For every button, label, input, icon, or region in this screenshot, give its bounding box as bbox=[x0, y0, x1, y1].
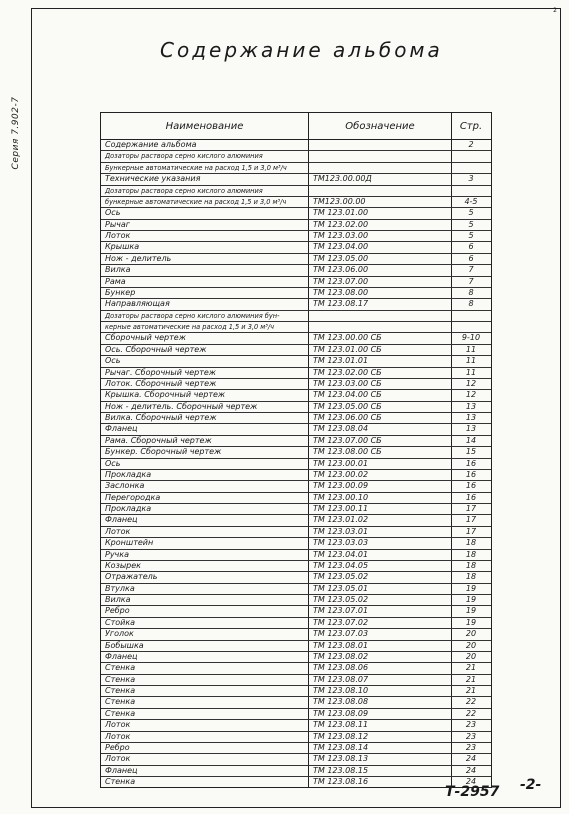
row-page: 11 bbox=[465, 367, 477, 377]
row-name: Фланец bbox=[101, 766, 309, 776]
table-row bbox=[101, 436, 491, 447]
row-name: Фланец bbox=[101, 424, 309, 434]
table-row bbox=[101, 584, 491, 595]
table-row bbox=[101, 311, 491, 322]
row-name: Ось. Сборочный чертеж bbox=[101, 345, 309, 355]
row-page: 17 bbox=[465, 515, 477, 525]
row-name: Вилка bbox=[101, 595, 309, 605]
table-row bbox=[101, 242, 491, 253]
table-row bbox=[101, 720, 491, 731]
row-page: 3 bbox=[468, 174, 474, 184]
row-name: Рычаг. Сборочный чертеж bbox=[101, 368, 309, 378]
row-code: ТМ 123.05.01 bbox=[309, 584, 452, 594]
table-body bbox=[101, 140, 491, 787]
row-name: Дозаторы раствора серно кислого алюминия bbox=[101, 186, 309, 196]
row-name: Ребро bbox=[101, 743, 309, 753]
row-name: Вилка. Сборочный чертеж bbox=[101, 413, 309, 423]
row-code: ТМ 123.08.04 bbox=[309, 424, 452, 434]
row-name: Нож - делитель. Сборочный чертеж bbox=[101, 402, 309, 412]
row-page: 20 bbox=[465, 640, 477, 650]
row-name: Бункер. Сборочный чертеж bbox=[101, 447, 309, 457]
table-row bbox=[101, 220, 491, 231]
row-name: Лоток bbox=[101, 732, 309, 742]
row-page: 17 bbox=[465, 504, 477, 513]
row-page bbox=[452, 186, 490, 196]
row-code bbox=[309, 311, 452, 321]
row-page: 12 bbox=[465, 390, 477, 400]
row-code: ТМ 123.07.00 СБ bbox=[309, 436, 452, 446]
table-row bbox=[101, 538, 491, 549]
row-page: 4-5 bbox=[464, 196, 478, 206]
row-code: ТМ 123.08.07 bbox=[309, 675, 452, 685]
row-name: Стенка bbox=[101, 777, 309, 787]
row-code: ТМ 123.08.12 bbox=[309, 732, 452, 742]
table-row bbox=[101, 288, 491, 299]
row-name: Вилка bbox=[101, 265, 309, 275]
row-code: ТМ 123.07.00 bbox=[309, 277, 452, 287]
row-page: 19 bbox=[465, 617, 477, 627]
table-row bbox=[101, 766, 491, 777]
table-row bbox=[101, 424, 491, 435]
row-page bbox=[452, 151, 490, 161]
table-row bbox=[101, 550, 491, 561]
table-row bbox=[101, 197, 491, 208]
row-page: 24 bbox=[465, 754, 477, 764]
table-row bbox=[101, 299, 491, 310]
row-page: 6 bbox=[468, 253, 474, 263]
row-page: 18 bbox=[465, 560, 477, 570]
row-name: Нож - делитель bbox=[101, 254, 309, 264]
row-page: 19 bbox=[465, 583, 477, 593]
row-page: 9-10 bbox=[461, 333, 481, 343]
row-code: ТМ 123.03.03 bbox=[309, 538, 452, 548]
table-row bbox=[101, 663, 491, 674]
row-code: ТМ 123.05.02 bbox=[309, 595, 452, 605]
table-row bbox=[101, 561, 491, 572]
table-row bbox=[101, 606, 491, 617]
table-row bbox=[101, 732, 491, 743]
row-code: ТМ 123.08.10 bbox=[309, 686, 452, 696]
row-page: 13 bbox=[465, 413, 477, 422]
row-page: 6 bbox=[468, 242, 474, 252]
row-code: ТМ 123.08.01 bbox=[309, 641, 452, 651]
table-row bbox=[101, 697, 491, 708]
row-code: ТМ 123.03.00 СБ bbox=[309, 379, 452, 389]
row-name: Дозаторы раствора серно кислого алюминия bbox=[101, 151, 309, 161]
row-name: Рама. Сборочный чертеж bbox=[101, 436, 309, 446]
table-row bbox=[101, 481, 491, 492]
row-page: 16 bbox=[465, 469, 477, 479]
row-page: 12 bbox=[465, 378, 477, 388]
row-page: 5 bbox=[468, 231, 474, 240]
row-name: Лоток bbox=[101, 754, 309, 764]
row-code bbox=[309, 163, 452, 173]
table-row bbox=[101, 641, 491, 652]
table-header bbox=[101, 113, 491, 140]
row-code: ТМ 123.08.09 bbox=[309, 709, 452, 719]
row-code: ТМ 123.00.11 bbox=[309, 504, 452, 514]
table-row bbox=[101, 186, 491, 197]
row-name: Технические указания bbox=[101, 174, 309, 184]
row-name: керные автоматические на расход 1,5 и 3,0 м³/ч bbox=[101, 322, 309, 332]
table-row bbox=[101, 345, 491, 356]
row-code: ТМ 123.00.01 bbox=[309, 459, 452, 469]
row-name: Стенка bbox=[101, 709, 309, 719]
document-stamp: Т-2957 bbox=[445, 784, 500, 800]
row-page: 17 bbox=[465, 526, 477, 536]
row-page: 18 bbox=[465, 572, 477, 582]
row-code bbox=[309, 322, 452, 332]
row-code bbox=[309, 140, 452, 150]
row-page: 22 bbox=[465, 708, 477, 718]
row-code: ТМ 123.00.00 СБ bbox=[309, 333, 452, 343]
table-row bbox=[101, 754, 491, 765]
row-name: Стенка bbox=[101, 686, 309, 696]
row-page: 16 bbox=[465, 492, 477, 502]
table-row bbox=[101, 447, 491, 458]
row-page: 16 bbox=[465, 481, 477, 491]
row-name: Ручка bbox=[101, 550, 309, 560]
row-name: Направляющая bbox=[101, 299, 309, 309]
table-row bbox=[101, 652, 491, 663]
row-page: 11 bbox=[465, 356, 477, 366]
row-name: Ось bbox=[101, 356, 309, 366]
table-row bbox=[101, 140, 491, 151]
table-row bbox=[101, 527, 491, 538]
header-designation: Обозначение bbox=[309, 113, 452, 139]
row-code: ТМ 123.06.00 bbox=[309, 265, 452, 275]
table-row bbox=[101, 618, 491, 629]
table-row bbox=[101, 174, 491, 185]
page-number: -2- bbox=[520, 777, 542, 793]
row-name: Заслонка bbox=[101, 481, 309, 491]
row-page bbox=[452, 311, 490, 321]
row-code: ТМ 123.07.03 bbox=[309, 629, 452, 639]
row-name: Лоток bbox=[101, 527, 309, 537]
table-row bbox=[101, 368, 491, 379]
table-row bbox=[101, 504, 491, 515]
row-name: Козырек bbox=[101, 561, 309, 571]
row-page: 20 bbox=[465, 651, 477, 661]
row-name: Сборочный чертеж bbox=[101, 333, 309, 343]
row-name: Крышка bbox=[101, 242, 309, 252]
table-row bbox=[101, 629, 491, 640]
row-code: ТМ 123.06.00 СБ bbox=[309, 413, 452, 423]
row-name: Ось bbox=[101, 459, 309, 469]
row-page: 20 bbox=[465, 629, 477, 639]
row-page: 21 bbox=[465, 686, 477, 695]
row-code: ТМ 123.02.00 СБ bbox=[309, 368, 452, 378]
corner-number: 2 bbox=[553, 7, 557, 14]
table-row bbox=[101, 265, 491, 276]
row-name: Бобышка bbox=[101, 641, 309, 651]
table-row bbox=[101, 163, 491, 174]
row-name: Лоток. Сборочный чертеж bbox=[101, 379, 309, 389]
row-code: ТМ 123.07.02 bbox=[309, 618, 452, 628]
row-name: Рама bbox=[101, 277, 309, 287]
row-name: Бункерные автоматические на расход 1,5 и 3,0 м³/ч bbox=[101, 163, 309, 173]
row-name: Лоток bbox=[101, 231, 309, 241]
row-code: ТМ 123.08.08 bbox=[309, 697, 452, 707]
row-name: бункерные автоматические на расход 1,5 и 3,0 м³/ч bbox=[101, 197, 309, 207]
table-row bbox=[101, 379, 491, 390]
row-code: ТМ123.00.00 bbox=[309, 197, 452, 207]
row-name: Отражатель bbox=[101, 572, 309, 582]
row-page: 2 bbox=[468, 140, 474, 149]
table-row bbox=[101, 743, 491, 754]
table-row bbox=[101, 686, 491, 697]
row-code: ТМ123.00.00Д bbox=[309, 174, 452, 184]
row-code: ТМ 123.08.15 bbox=[309, 766, 452, 776]
row-code: ТМ 123.02.00 bbox=[309, 220, 452, 230]
row-code: ТМ 123.08.11 bbox=[309, 720, 452, 730]
row-page: 14 bbox=[465, 435, 477, 445]
series-label: Серия 7.902-7 bbox=[11, 96, 21, 170]
row-name: Бункер bbox=[101, 288, 309, 298]
row-page: 18 bbox=[465, 549, 477, 559]
row-name: Перегородка bbox=[101, 493, 309, 503]
page-title: Содержание альбома bbox=[160, 38, 443, 62]
table-row bbox=[101, 151, 491, 162]
row-name: Ось bbox=[101, 208, 309, 218]
row-code: ТМ 123.08.06 bbox=[309, 663, 452, 673]
row-page: 23 bbox=[465, 731, 477, 741]
row-code: ТМ 123.00.09 bbox=[309, 481, 452, 491]
table-row bbox=[101, 777, 491, 787]
row-code: ТМ 123.00.02 bbox=[309, 470, 452, 480]
row-page: 7 bbox=[468, 265, 474, 275]
row-code: ТМ 123.05.02 bbox=[309, 572, 452, 582]
row-name: Фланец bbox=[101, 652, 309, 662]
row-code: ТМ 123.04.01 bbox=[309, 550, 452, 560]
row-name: Ребро bbox=[101, 606, 309, 616]
row-page: 24 bbox=[465, 765, 477, 775]
table-row bbox=[101, 413, 491, 424]
table-row bbox=[101, 459, 491, 470]
table-row bbox=[101, 595, 491, 606]
contents-table bbox=[100, 112, 492, 788]
row-page bbox=[452, 163, 490, 173]
row-page: 7 bbox=[468, 276, 474, 286]
row-code: ТМ 123.03.00 bbox=[309, 231, 452, 241]
table-row bbox=[101, 333, 491, 344]
row-page: 21 bbox=[465, 674, 477, 684]
row-code bbox=[309, 151, 452, 161]
row-page: 15 bbox=[465, 447, 477, 457]
row-page: 16 bbox=[465, 458, 477, 468]
row-code bbox=[309, 186, 452, 196]
row-code: ТМ 123.08.00 bbox=[309, 288, 452, 298]
table-row bbox=[101, 572, 491, 583]
row-page: 23 bbox=[465, 742, 477, 752]
row-name: Дозаторы раствора серно кислого алюминия бун- bbox=[101, 311, 309, 321]
row-name: Стенка bbox=[101, 663, 309, 673]
row-page: 23 bbox=[465, 720, 477, 730]
row-page: 19 bbox=[465, 595, 477, 604]
header-name: Наименование bbox=[101, 113, 309, 139]
row-code: ТМ 123.08.00 СБ bbox=[309, 447, 452, 457]
row-code: ТМ 123.08.17 bbox=[309, 299, 452, 309]
row-page: 13 bbox=[465, 401, 477, 411]
row-name: Фланец bbox=[101, 515, 309, 525]
row-code: ТМ 123.05.00 bbox=[309, 254, 452, 264]
row-code: ТМ 123.04.05 bbox=[309, 561, 452, 571]
row-code: ТМ 123.08.14 bbox=[309, 743, 452, 753]
row-page: 13 bbox=[465, 424, 477, 434]
row-page bbox=[452, 322, 490, 332]
table-row bbox=[101, 277, 491, 288]
header-page: Стр. bbox=[459, 120, 483, 132]
row-page: 11 bbox=[465, 344, 477, 354]
row-name: Прокладка bbox=[101, 504, 309, 514]
table-row bbox=[101, 231, 491, 242]
table-row bbox=[101, 709, 491, 720]
table-row bbox=[101, 493, 491, 504]
row-name: Прокладка bbox=[101, 470, 309, 480]
row-code: ТМ 123.04.00 СБ bbox=[309, 390, 452, 400]
row-name: Содержание альбома bbox=[101, 140, 309, 150]
row-code: ТМ 123.01.00 СБ bbox=[309, 345, 452, 355]
row-name: Лоток bbox=[101, 720, 309, 730]
row-name: Крышка. Сборочный чертеж bbox=[101, 390, 309, 400]
table-row bbox=[101, 675, 491, 686]
row-code: ТМ 123.05.00 СБ bbox=[309, 402, 452, 412]
row-page: 22 bbox=[465, 697, 477, 707]
row-page: 8 bbox=[468, 299, 474, 309]
row-code: ТМ 123.07.01 bbox=[309, 606, 452, 616]
row-name: Рычаг bbox=[101, 220, 309, 230]
row-code: ТМ 123.08.13 bbox=[309, 754, 452, 764]
row-page: 24 bbox=[465, 777, 477, 786]
table-row bbox=[101, 356, 491, 367]
row-page: 21 bbox=[465, 663, 477, 673]
row-code: ТМ 123.01.00 bbox=[309, 208, 452, 218]
row-code: ТМ 123.03.01 bbox=[309, 527, 452, 537]
table-row bbox=[101, 208, 491, 219]
table-row bbox=[101, 322, 491, 333]
table-row bbox=[101, 254, 491, 265]
row-name: Стойка bbox=[101, 618, 309, 628]
row-code: ТМ 123.01.02 bbox=[309, 515, 452, 525]
row-page: 5 bbox=[468, 208, 474, 218]
row-name: Кронштейн bbox=[101, 538, 309, 548]
row-name: Стенка bbox=[101, 697, 309, 707]
row-page: 18 bbox=[465, 538, 477, 548]
row-name: Стенка bbox=[101, 675, 309, 685]
row-page: 8 bbox=[468, 287, 474, 297]
row-code: ТМ 123.08.16 bbox=[309, 777, 452, 787]
row-code: ТМ 123.01.01 bbox=[309, 356, 452, 366]
table-row bbox=[101, 515, 491, 526]
row-code: ТМ 123.08.02 bbox=[309, 652, 452, 662]
table-row bbox=[101, 390, 491, 401]
table-row bbox=[101, 470, 491, 481]
row-name: Втулка bbox=[101, 584, 309, 594]
row-code: ТМ 123.04.00 bbox=[309, 242, 452, 252]
row-page: 19 bbox=[465, 606, 477, 616]
row-page: 5 bbox=[468, 219, 474, 229]
row-code: ТМ 123.00.10 bbox=[309, 493, 452, 503]
table-row bbox=[101, 402, 491, 413]
row-name: Уголок bbox=[101, 629, 309, 639]
